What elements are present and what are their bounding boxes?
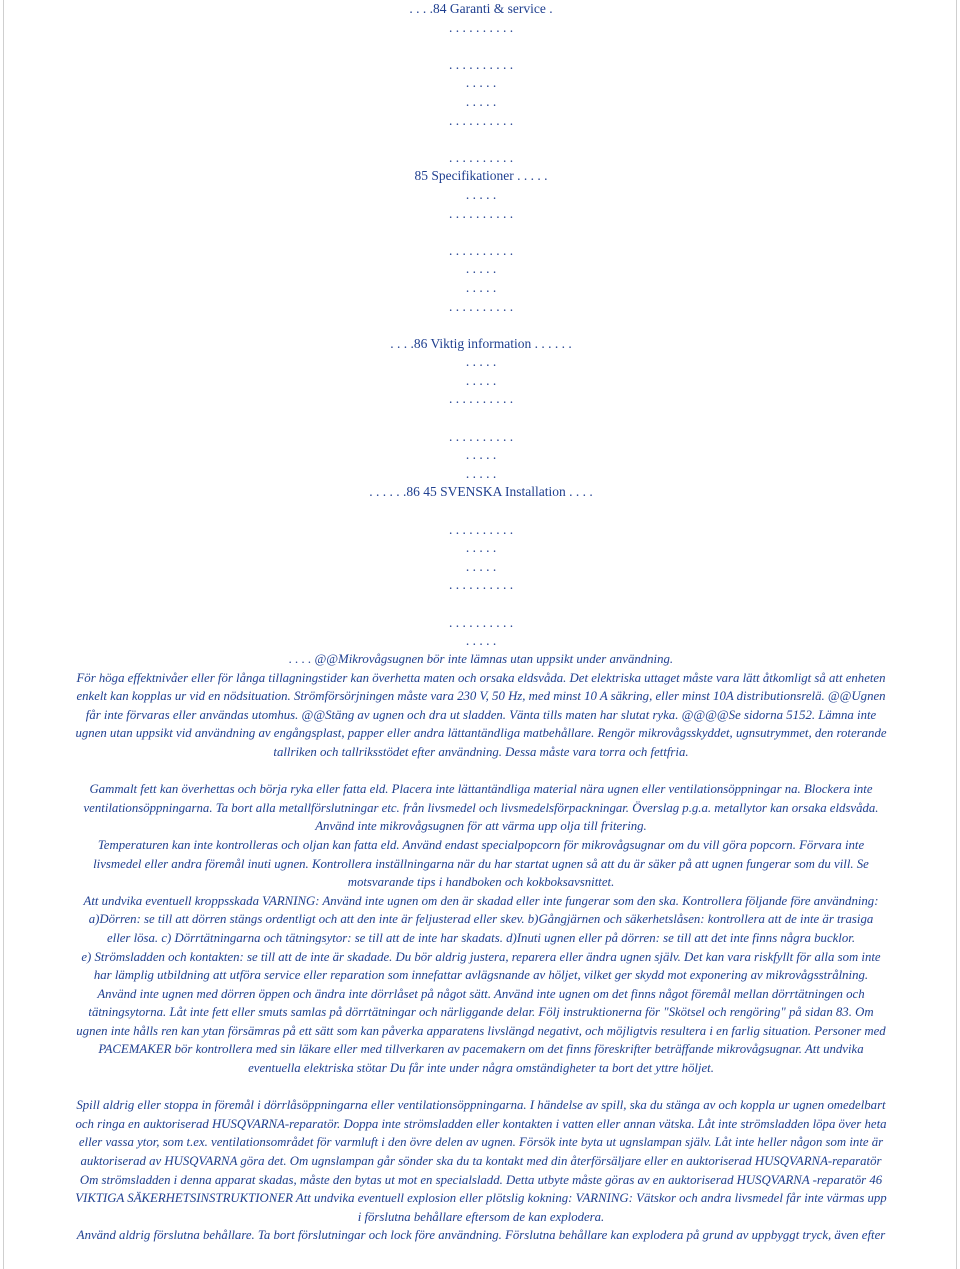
toc-line: . . . . . (465, 540, 497, 556)
table-of-contents (4, 0, 958, 651)
body-line: eller lösa. c) Dörrtätningarna och tätningsytor: se till att de inte har skadats. d)Inuti ugnen eller på dörren: se till att det inte finns några bucklor. (106, 930, 856, 945)
body-line: har lämplig utbildning att utföra service eller reparation som innefattar avlägsnande av höljet, vilket ger skydd mot exponering av mikrovågsstrålning. (93, 968, 869, 983)
toc-line: . . . . . (465, 465, 497, 481)
toc-line: . . . . . . . . . . (448, 56, 514, 72)
body-line: motsvarande tips i handboken och kokboksavsnittet. (347, 875, 615, 890)
body-line: PACEMAKER bör kontrollera med sin läkare eller med tillverkaren av pacemakern om det finns föreskrifter beträffande mikrovågsugnar. Att undvika (98, 1042, 864, 1057)
body-line: tallriken och tallriksstödet efter användning. Dessa måste vara torra och fettfria. (273, 744, 689, 759)
document-page (3, 0, 957, 1269)
body-line: Använd inte mikrovågsugnen för att värma upp olja till fritering. (315, 819, 647, 834)
toc-line: . . . . . (465, 354, 497, 370)
body-line: Spill aldrig eller stoppa in föremål i dörrlåsöppningarna eller ventilationsöppningarna. I händelse av spill, ska du stänga av och koppla ur ugnen omedelbart (76, 1098, 886, 1113)
toc-line: . . . . . (465, 93, 497, 109)
toc-line: . . . . . (465, 633, 497, 649)
body-line: ventilationsöppningarna. Ta bort alla metallförslutningar etc. från livsmedel och livsmedelsförpackningar. Överslag p.g.a. metallytor kan orsaka eldsvåda. (83, 800, 879, 815)
body-line: enkelt kan kopplas ur vid en nödsituation. Strömförsörjningen måste vara 230 V, 50 Hz, med minst 10 A säkring, eller minst 10A distributionsrelä. @@Ugnen (76, 689, 886, 704)
toc-line: . . . . . . . . . . (448, 205, 514, 221)
toc-gap (4, 130, 958, 149)
toc-line: . . . . . . . . . . (448, 577, 514, 593)
body-line: e) Strömsladden och kontakten: se till att de inte är skadade. Du bör aldrig justera, reparera eller ändra ugnen själv. Det kan vara riskfyllt för alla som inte (81, 949, 881, 964)
safety-instructions-text (7, 650, 955, 1245)
body-line: livsmedel eller andra föremål inuti ugnen. Kontrollera inställningarna när du har startat ugnen så att du är säker på att ugnen fungerar som du vill. Se (93, 856, 869, 871)
toc-line: . . . . . . . . . . (448, 428, 514, 444)
toc-gap (4, 595, 958, 614)
toc-line: . . . . . .86 45 SVENSKA Installation . . . . (369, 484, 593, 500)
body-line: eller vassa ytor, som t.ex. ventilationsområdet för varmluft i den övre delen av ugnen. Försök inte byta ut ugnslampan själv. Låt inte heller någon som inte är (78, 1135, 884, 1150)
body-line: eventuella elektriska stötar Du får inte under några omständigheter ta bort det yttre höljet. (248, 1061, 714, 1076)
toc-line: . . . . . . . . . . (448, 149, 514, 165)
body-line: Använd aldrig förslutna behållare. Ta bort förslutningar och lock före användning. Förslutna behållare kan explodera på grund av uppbyggt tryck, även efter (76, 1228, 886, 1243)
body-line: ugnen utan uppsikt vid användning av engångsplast, papper eller andra lättantändliga matbehållare. Rengör mikrovågsskyddet, ugnsutrymmet, den roterande (75, 726, 887, 741)
paragraph-gap (7, 1078, 955, 1097)
body-line: Att undvika eventuell kroppsskada VARNING: Använd inte ugnen om den är skadad eller inte fungerar som den ska. Kontrollera följande före användning: (83, 893, 879, 908)
paragraph-gap (7, 762, 955, 781)
body-line: får inte förvaras eller användas utomhus. @@Stäng av ugnen och dra ut sladden. Vänta tills maten har slutat ryka. @@@@Se sidorna 5152. Lämna inte (85, 707, 877, 722)
toc-line: . . . . . . . . . . (448, 521, 514, 537)
body-line: a)Dörren: se till att dörren stängs ordentligt och att den inte är feljusterad eller skev. b)Gångjärnen och säkerhetslåsen: kontrollera att de inte är trasiga (88, 912, 874, 927)
body-line: i förslutna behållare eftersom de kan explodera. (357, 1209, 605, 1224)
toc-gap (4, 409, 958, 428)
body-line: Temperaturen kan inte kontrolleras och oljan kan fatta eld. Använd endast specialpopcorn för mikrovågsugnar om du vill göra popcorn. Förvara inte (97, 837, 865, 852)
toc-line: . . . . . (465, 261, 497, 277)
toc-line: . . . .86 Viktig information . . . . . . (390, 335, 572, 351)
body-line: tätningsytorna. Låt inte fett eller smuts samlas på dörrtätningar och närliggande delar. Följ instruktionerna för "Skötsel och rengöring" på sidan 83. Om (88, 1005, 874, 1020)
toc-line: 85 Specifikationer . . . . . (414, 168, 548, 184)
toc-line: . . . . . . . . . . (448, 242, 514, 258)
body-line: Om strömsladden i denna apparat skadas, måste den bytas ut mot en specialsladd. Detta utbyte måste göras av en auktoriserad HUSQVARNA -reparatör 46 (79, 1172, 883, 1187)
toc-line: . . . . . (465, 186, 497, 202)
body-line: Gammalt fett kan överhettas och börja ryka eller fatta eld. Placera inte lättantändliga material nära ugnen eller ventilationsöppningar na. Blockera inte (89, 782, 873, 797)
body-line: Använd inte ugnen med dörren öppen och ändra inte dörrlåset på något sätt. Använd inte ugnen om det finns något föremål mellan dörrtätningen och (97, 986, 865, 1001)
toc-line: . . . . . (465, 372, 497, 388)
body-line: och ringa en auktoriserad HUSQVARNA-reparatör. Doppa inte strömsladden eller kontakten i vatten eller annan vätska. Låt inte strömsladden löpa över heta (75, 1116, 887, 1131)
toc-line: . . . . . . . . . . (448, 298, 514, 314)
body-line: auktoriserad av HUSQVARNA göra det. Om ugnslampan går sönder ska du ta kontakt med din återförsäljare eller en auktoriserad HUSQVARNA-reparatör (80, 1154, 882, 1169)
toc-gap (4, 316, 958, 335)
body-line: ugnen inte hålls ren kan ytan försämras på ett sätt som kan påverka apparatens livslängd negativt, och möjligtvis resultera i en farlig situation. Personer med (76, 1023, 886, 1038)
toc-line: . . . . . (465, 558, 497, 574)
toc-gap (4, 223, 958, 242)
toc-line: . . . . . . . . . . (448, 614, 514, 630)
toc-line: . . . . . . . . . . (448, 112, 514, 128)
toc-line: . . . . . (465, 279, 497, 295)
toc-gap (4, 37, 958, 56)
toc-line: . . . . . (465, 75, 497, 91)
toc-line: . . . . . (465, 447, 497, 463)
toc-line: . . . .84 Garanti & service . (409, 1, 553, 16)
body-line: . . . . @@Mikrovågsugnen bör inte lämnas utan uppsikt under användning. (288, 652, 674, 666)
toc-line: . . . . . . . . . . (448, 391, 514, 407)
toc-line: . . . . . . . . . . (448, 19, 514, 35)
toc-gap (4, 502, 958, 521)
body-line: VIKTIGA SÄKERHETSINSTRUKTIONER Att undvika eventuell explosion eller plötslig kokning: VARNING: Vätskor och andra livsmedel får inte värmas upp (75, 1191, 887, 1206)
body-line: För höga effektnivåer eller för långa tillagningstider kan överhetta maten och orsaka eldsvåda. Det elektriska uttaget måste vara lätt åtkomligt så att enheten (76, 670, 886, 685)
